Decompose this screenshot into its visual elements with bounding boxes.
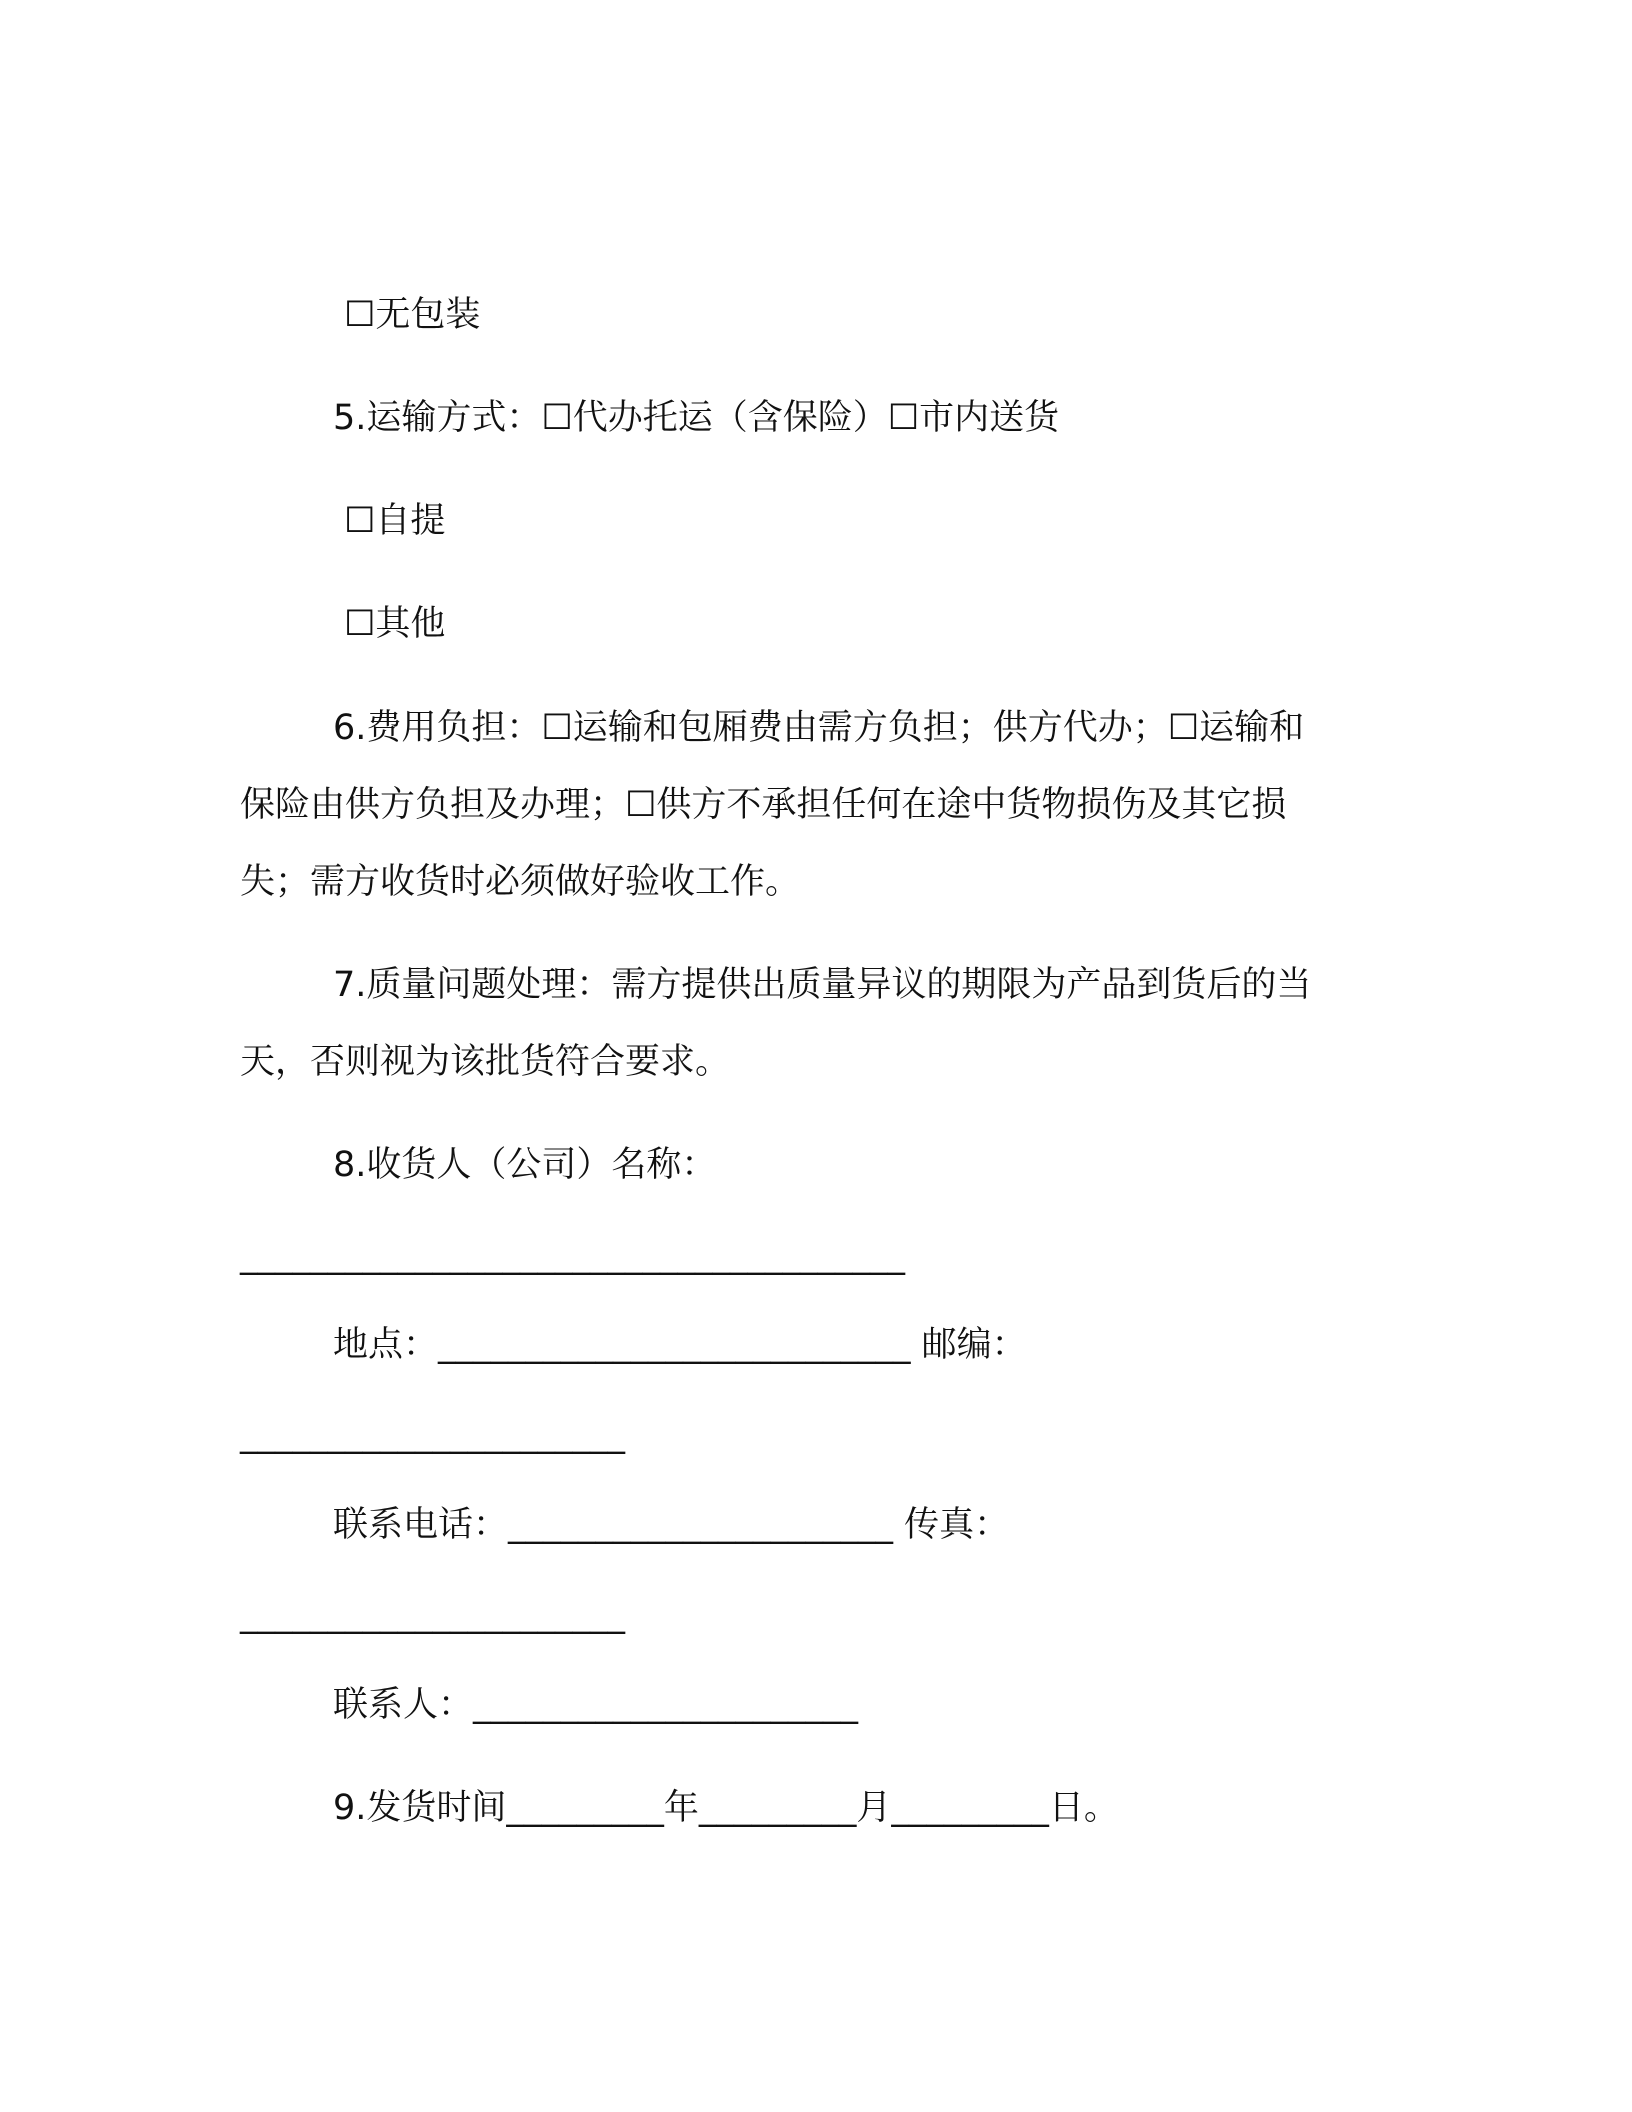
option-no-packaging: ☐无包装 <box>344 295 481 335</box>
item-6-cost-line-2: 保险由供方负担及办理；☐供方不承担任何在途中货物损伤及其它损 <box>240 785 1287 825</box>
item-6-cost-line-1: 6.费用负担：☐运输和包厢费由需方负担；供方代办；☐运输和 <box>333 708 1305 748</box>
item-5-transport-method: 5.运输方式：☐代办托运（含保险）☐市内送货 <box>333 398 1060 438</box>
option-self-pickup: ☐自提 <box>344 501 446 541</box>
item-9-ship-date: 9.发货时间_________年_________月_________日。 <box>333 1788 1119 1828</box>
item-8-consignee-name: 8.收货人（公司）名称： <box>333 1145 717 1185</box>
item-7-quality-line-1: 7.质量问题处理：需方提供出质量异议的期限为产品到货后的当 <box>333 965 1312 1005</box>
address-postcode-line: 地点：___________________________ 邮编： <box>333 1325 1027 1365</box>
postcode-blank: ______________________ <box>240 1415 625 1455</box>
fax-blank: ______________________ <box>240 1595 625 1635</box>
consignee-name-blank: ______________________________________ <box>240 1236 905 1276</box>
option-other: ☐其他 <box>344 604 446 644</box>
item-7-quality-line-2: 天，否则视为该批货符合要求。 <box>240 1042 731 1082</box>
phone-fax-line: 联系电话：______________________ 传真： <box>333 1505 1010 1545</box>
contact-person-line: 联系人：______________________ <box>333 1685 859 1725</box>
item-6-cost-line-3: 失；需方收货时必须做好验收工作。 <box>240 862 801 902</box>
